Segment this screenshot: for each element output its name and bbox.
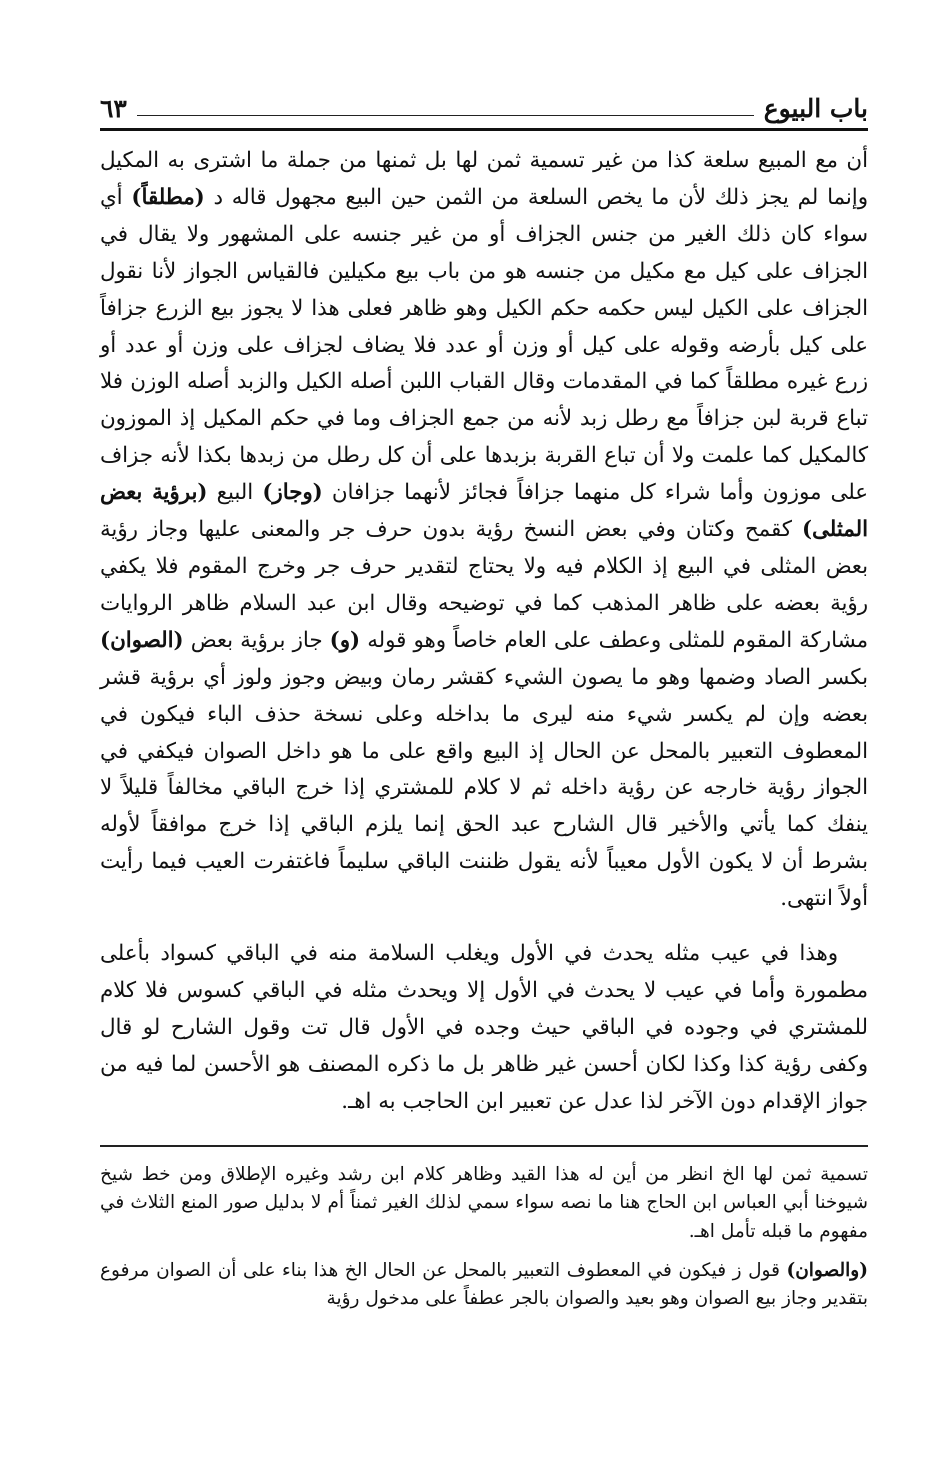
running-title: باب البيوع: [763, 94, 868, 123]
page-number: ٦٣: [100, 94, 127, 123]
page-header: [100, 84, 868, 124]
text-run: البيع: [207, 480, 263, 506]
header-rule: [137, 115, 754, 116]
bold-term: (و): [329, 627, 361, 653]
bold-term: (مطلقاً): [131, 184, 205, 210]
text-run: كقمح وكتان وفي بعض النسخ رؤية بدون حرف جر والمعنى عليها وجاز رؤية بعض المثلى في البيع إذ الكلام فيه ولا يحتاج لتقدير حرف جر وخرج المقوم فلا يكفي رؤية بعضه على ظاهر المذهب كما في توضيحه وقال ابن عبد السلام ظاهر الروايات مشاركة المقوم للمثلى وعطف على العام خاصاً وهو قوله: [100, 517, 868, 653]
footnote-1: تسمية ثمن لها الخ انظر من أين له هذا القيد وظاهر كلام ابن رشد وغيره الإطلاق ومن خط شيخ شيوخنا أبي العباس ابن الحاج هنا ما نصه سواء سمي لذلك الغير ثمناً أم لا بدليل صور المنع الثلاث في مفهوم ما قبله تأمل اهـ.: [100, 1163, 868, 1242]
paragraph-1: [100, 143, 868, 918]
text-run: أن مع المبيع سلعة كذا من غير تسمية ثمن لها بل ثمنها من جملة ما اشترى به المكيل وإنما لم يجز ذلك لأن ما يخص السلعة من الثمن حين البيع مجهول قاله د: [100, 148, 869, 210]
paragraph-2: وهذا في عيب مثله يحدث في الأول ويغلب السلامة منه في الباقي كسواد بأعلى مطمورة وأما في عيب لا يحدث في الأول إلا ويحدث مثله في الباقي كسوس فلا كلام للمشتري في وجوده في الباقي حيث وجده في الأول قال تت وقول الشارح لو قال وكفى رؤية كذا وكذا لكان أحسن غير ظاهر بل ما ذكره المصنف هو الأحسن لما فيه من جواز الإقدام دون الآخر لذا عدل عن تعبير ابن الحاجب به اهـ.: [100, 941, 868, 1114]
text-run: جاز برؤية بعض: [183, 627, 330, 653]
bold-term: (وجاز): [262, 480, 323, 506]
text-run: قول ز فيكون في المعطوف التعبير بالمحل عن الحال الخ هذا بناء على أن الصوان مرفوع بتقدير وجاز بيع الصوان وهو بعيد والصوان بالجر عطفاً على مدخول رؤية: [100, 1259, 868, 1310]
footnote-divider: [100, 1145, 868, 1147]
footnotes: [100, 1161, 868, 1315]
bold-term: (الصوان): [100, 627, 184, 653]
text-run: بكسر الصاد وضمها وهو ما يصون الشيء كقشر رمان وبيض وجوز ولوز أي برؤية قشر بعضه وإن لم يكسر شيء منه ليرى ما بداخله وعلى نسخة حذف الباء فيكون في المعطوف التعبير بالمحل عن الحال إذ البيع واقع على ما هو داخل الصوان فيكفي في الجواز رؤية خارجه عن رؤية داخله ثم لا كلام للمشتري إذا خرج الباقي مخالفاً قليلاً لا ينفك كما يأتي والأخير قال الشارح عبد الحق إنما يلزم الباقي إذا خرج موافقاً لأوله بشرط أن لا يكون الأول معيباً لأنه يقول ظننت الباقي سليماً فاغتفرت العيب فيما رأيت أولاً انتهى.: [100, 664, 868, 912]
text-run: أي سواء كان ذلك الغير من جنس الجزاف أو من غير جنسه على المشهور ولا يقال في الجزاف على كيل مع مكيل من جنسه هو من باب بيع مكيلين فالقياس الجواز لأنا نقول الجزاف على الكيل ليس حكمه حكم الكيل وهو ظاهر فعلى هذا لا يجوز بيع الزرع جزافاً على كيل بأرضه وقوله على كيل أو وزن أو عدد فلا يضاف لجزاف على وزن أو عدد أو زرع غيره مطلقاً كما في المقدمات وقال القباب اللبن أصله الكيل والزبد أصله الوزن فلا تباع قربة لبن جزافاً مع رطل زبد لأنه من جمع الجزاف وما في حكم المكيل إذ الموزون كالمكيل كما علمت ولا أن تباع القربة بزبدها على أن كل رطل من زبدها بكذا لأنه جزاف على موزون وأما شراء كل منهما جزافاً فجائز لأنهما جزافان: [100, 184, 869, 506]
main-text: [100, 143, 868, 1121]
bold-term: (والصوان): [786, 1259, 868, 1281]
header-divider: [100, 128, 868, 131]
footnote-2: [100, 1257, 868, 1314]
bold-term: (برؤية بعض المثلى): [100, 480, 868, 543]
book-page: [100, 84, 868, 1384]
